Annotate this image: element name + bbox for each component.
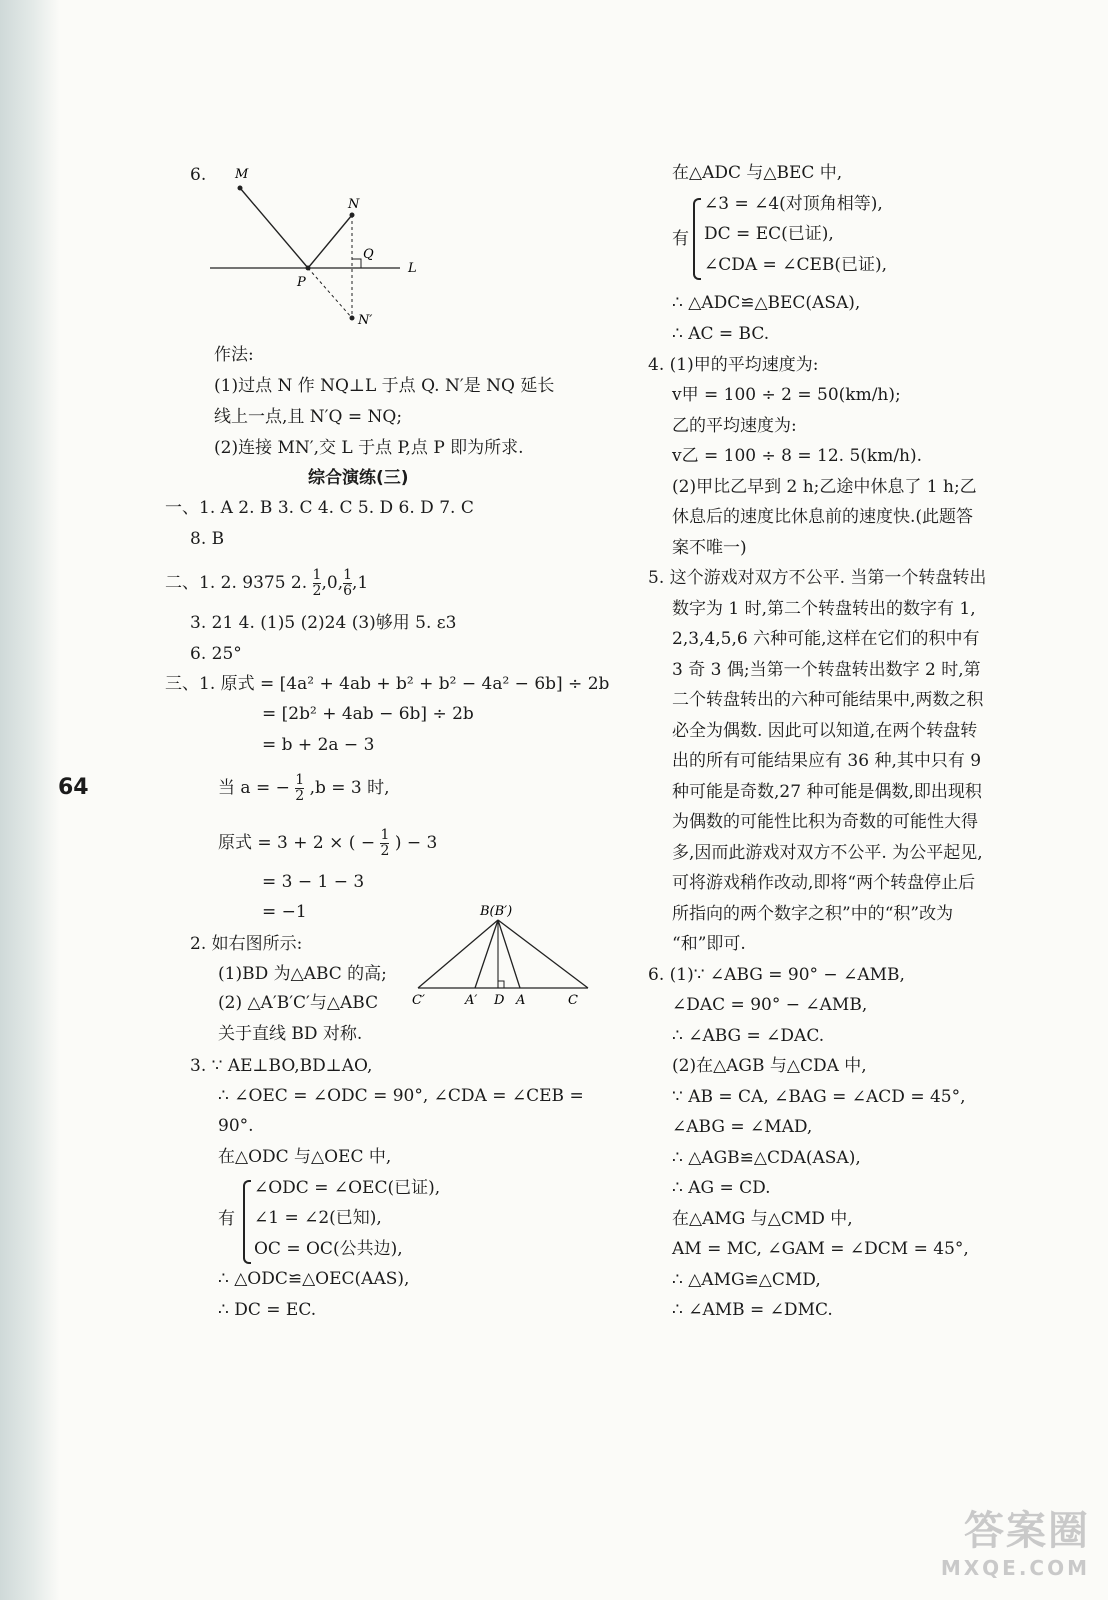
fraction-neg-half-2: $\frac{1}{2}$ [380, 827, 390, 859]
method-title: 作法: [214, 345, 254, 365]
right-q5-11: 可将游戏稍作改动,即将“两个转盘停止后 [672, 873, 976, 893]
part3-q3-cond3: OC = OC(公共边), [254, 1239, 403, 1259]
right-q6-7: ∴ △AGB≌△CDA(ASA), [672, 1148, 861, 1168]
right-q4-5: (2)甲比乙早到 2 h;乙途中休息了 1 h;乙 [672, 477, 977, 497]
part2-answers-cont: 3. 21 4. (1)5 (2)24 (3)够用 5. ε3 [190, 613, 457, 633]
right-q6-6: ∠ABG = ∠MAD, [672, 1117, 813, 1137]
label-a: A [516, 993, 526, 1008]
right-q6-1: 6. (1)∵ ∠ABG = 90° − ∠AMB, [648, 965, 905, 985]
right-you: 有 [672, 229, 689, 249]
watermark-line2: MXQE.COM [940, 1556, 1090, 1580]
fraction-sixth: $\frac{1}{6}$ [343, 567, 353, 599]
right-q4-6: 休息后的速度比休息前的速度快.(此题答 [672, 507, 974, 527]
right-line-4: ∠CDA = ∠CEB(已证), [704, 255, 888, 275]
part3-q3-conclusion2: ∴ DC = EC. [218, 1300, 317, 1320]
right-q5-9: 为偶数的可能性比积为奇数的可能性大得 [672, 812, 978, 832]
part1-answers-cont: 8. B [190, 529, 225, 549]
right-q6-11: ∴ △AMG≌△CMD, [672, 1270, 821, 1290]
label-n: N [348, 197, 360, 212]
part3-q2-line1: 2. 如右图所示: [190, 934, 303, 954]
brace-right [693, 198, 701, 280]
right-q5-2: 数字为 1 时,第二个转盘转出的数字有 1, [672, 599, 976, 619]
part3-q1-line2: = [2b² + 4ab − 6b] ÷ 2b [262, 704, 474, 724]
right-q5-4: 3 奇 3 偶;当第一个转盘转出数字 2 时,第 [672, 660, 981, 680]
part3-q2-line2: (1)BD 为△ABC 的高; [218, 964, 387, 984]
part3-q3-cond1: ∠ODC = ∠OEC(已证), [254, 1178, 441, 1198]
right-q6-12: ∴ ∠AMB = ∠DMC. [672, 1300, 833, 1320]
figure-symmetric-triangles [410, 900, 595, 1010]
right-q5-6: 必全为偶数. 因此可以知道,在两个转盘转 [672, 721, 978, 741]
right-q4-1: 4. (1)甲的平均速度为: [648, 355, 819, 375]
right-q5-7: 出的所有可能结果应有 36 种,其中只有 9 [672, 751, 982, 771]
part1-answers: 一、1. A 2. B 3. C 4. C 5. D 6. D 7. C [165, 498, 474, 518]
part3-q2-line3: (2) △A′B′C′与△ABC [218, 993, 379, 1013]
part3-q3-conclusion1: ∴ △ODC≌△OEC(AAS), [218, 1269, 410, 1289]
right-q6-9: 在△AMG 与△CMD 中, [672, 1209, 853, 1229]
page-number: 64 [58, 775, 89, 800]
label-a-prime: A′ [465, 993, 478, 1008]
fraction-neg-half: $\frac{1}{2}$ [295, 772, 305, 804]
label-l: L [408, 261, 417, 276]
right-q6-5: ∵ AB = CA, ∠BAG = ∠ACD = 45°, [672, 1087, 966, 1107]
right-q6-3: ∴ ∠ABG = ∠DAC. [672, 1026, 825, 1046]
section-title: 综合演练(三) [308, 468, 409, 488]
part3-q3-line1: 3. ∵ AE⊥BO,BD⊥AO, [190, 1056, 373, 1076]
label-p: P [297, 275, 306, 290]
right-q5-10: 多,因而此游戏对双方不公平. 为公平起见, [672, 843, 983, 863]
label-c-prime: C′ [412, 993, 425, 1008]
watermark-line1: 答案圈 [964, 1508, 1090, 1554]
right-q4-7: 案不唯一) [672, 538, 747, 558]
part3-q3-line4: 在△ODC 与△OEC 中, [218, 1147, 392, 1167]
part3-q3-line2: ∴ ∠OEC = ∠ODC = 90°, ∠CDA = ∠CEB = [218, 1086, 584, 1106]
right-line-2: ∠3 = ∠4(对顶角相等), [704, 194, 883, 214]
part3-q3-line3: 90°. [218, 1116, 254, 1136]
right-q5-3: 2,3,4,5,6 六种可能,这样在它们的积中有 [672, 629, 980, 649]
label-d: D [494, 993, 505, 1008]
right-line-6: ∴ AC = BC. [672, 324, 770, 344]
right-q6-10: AM = MC, ∠GAM = ∠DCM = 45°, [672, 1239, 969, 1259]
right-line-1: 在△ADC 与△BEC 中, [672, 163, 843, 183]
watermark-logo [941, 1499, 1090, 1580]
part3-q2-line4: 关于直线 BD 对称. [218, 1024, 363, 1044]
part3-q1-line1: 三、1. 原式 = [4a² + 4ab + b² + b² − 4a² − 6b] ÷ 2b [165, 674, 610, 694]
label-m: M [235, 167, 249, 182]
figure-reflection-path [205, 160, 440, 330]
method-step-1a: (1)过点 N 作 NQ⊥L 于点 Q. N′是 NQ 延长 [214, 376, 555, 396]
right-q4-4: v乙 = 100 ÷ 8 = 12. 5(km/h). [672, 446, 923, 466]
method-step-1b: 线上一点,且 N′Q = NQ; [214, 407, 403, 427]
label-n-prime: N′ [358, 313, 373, 328]
part3-q1-substitute: 当 a = − $\frac{1}{2}$ ,b = 3 时, [218, 772, 390, 804]
right-q6-4: (2)在△AGB 与△CDA 中, [672, 1056, 867, 1076]
right-q5-13: “和”即可. [672, 934, 746, 954]
right-line-5: ∴ △ADC≌△BEC(ASA), [672, 293, 861, 313]
label-c: C [568, 993, 578, 1008]
right-q4-2: v甲 = 100 ÷ 2 = 50(km/h); [672, 385, 901, 405]
right-q6-2: ∠DAC = 90° − ∠AMB, [672, 995, 868, 1015]
q6-number: 6. [190, 165, 207, 185]
label-q: Q [363, 247, 374, 262]
label-b: B(B′) [480, 904, 513, 919]
right-q5-12: 所指向的两个数字之积”中的“积”改为 [672, 904, 954, 924]
right-q5-1: 5. 这个游戏对双方不公平. 当第一个转盘转出 [648, 568, 987, 588]
right-q4-3: 乙的平均速度为: [672, 416, 797, 436]
right-q5-8: 种可能是奇数,27 种可能是偶数,即出现积 [672, 782, 982, 802]
method-step-2: (2)连接 MN′,交 L 于点 P,点 P 即为所求. [214, 438, 524, 458]
page-edge-shadow [0, 0, 60, 1600]
part3-q1-result: = −1 [262, 902, 307, 922]
part2-answers: 二、1. 2. 9375 2. $\frac{1}{2}$ ,0, $\frac{1}{6}$ ,1 [165, 567, 369, 599]
right-q6-8: ∴ AG = CD. [672, 1178, 771, 1198]
part3-q1-eval: 原式 = 3 + 2 × ( − $\frac{1}{2}$ ) − 3 [218, 827, 438, 859]
part3-q1-line3: = b + 2a − 3 [262, 735, 375, 755]
part2-answer-6: 6. 25° [190, 644, 242, 664]
part3-q3-you: 有 [218, 1209, 235, 1229]
right-q5-5: 二个转盘转出的六种可能结果中,两数之积 [672, 690, 984, 710]
right-line-3: DC = EC(已证), [704, 224, 834, 244]
brace-left [243, 1180, 251, 1264]
fraction-half: $\frac{1}{2}$ [312, 567, 322, 599]
part2-prefix: 二、1. 2. 9375 2. [165, 573, 308, 593]
part3-q1-eval2: = 3 − 1 − 3 [262, 872, 365, 892]
part3-q3-cond2: ∠1 = ∠2(已知), [254, 1208, 382, 1228]
